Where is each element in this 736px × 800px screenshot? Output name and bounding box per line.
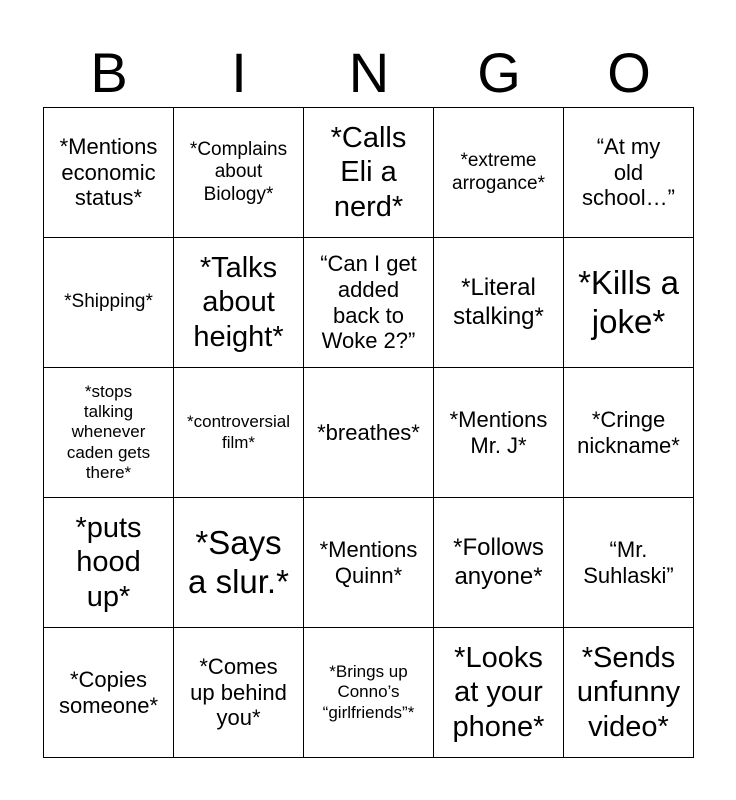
bingo-cell[interactable] [564,498,694,628]
bingo-cell[interactable] [44,238,174,368]
cell-text: *Looks at your phone* [452,642,545,743]
header-letter-o: O [607,41,651,104]
cell-text: *Literal stalking* [453,274,544,330]
cell-text: *Kills a joke* [578,263,679,340]
cell-text: “Can I get added back to Woke 2?” [320,250,417,354]
cell-text: *stops talking whenever caden gets there* [66,382,151,482]
bingo-cell[interactable] [434,368,564,498]
cell-text: *Comes up behind you* [190,653,287,731]
bingo-cell[interactable] [304,628,434,758]
header-letter-g: G [477,41,521,104]
bingo-cell[interactable] [174,498,304,628]
cell-text: *Complains about Biology* [189,138,288,205]
cell-text: *Cringe nickname* [577,406,680,458]
bingo-cell[interactable] [564,238,694,368]
cell-text: *breathes* [317,419,420,445]
bingo-cell[interactable] [434,238,564,368]
bingo-cell[interactable] [564,108,694,238]
bingo-cell[interactable] [564,368,694,498]
bingo-cell[interactable] [564,628,694,758]
bingo-grid [43,107,694,758]
cell-text: *Says a slur.* [188,523,289,600]
cell-text: *Talks about height* [193,252,284,353]
bingo-cell[interactable] [44,498,174,628]
bingo-cell[interactable] [434,108,564,238]
cell-text: *Sends unfunny video* [576,642,681,743]
bingo-cell[interactable] [44,368,174,498]
cell-text: *Follows anyone* [453,534,544,590]
header-letter-n: N [348,41,390,104]
cell-text: *Calls Eli a nerd* [330,122,407,223]
bingo-cell[interactable] [174,108,304,238]
cell-text: *Mentions Mr. J* [449,406,548,458]
bingo-header [44,38,694,108]
bingo-cell[interactable] [304,238,434,368]
cell-text: *Shipping* [64,291,153,313]
bingo-cell[interactable] [174,628,304,758]
cell-text: *Mentions economic status* [59,133,158,211]
bingo-cell[interactable] [304,368,434,498]
bingo-cell[interactable] [44,108,174,238]
header-letter-i: I [231,41,247,104]
cell-text: *Mentions Quinn* [319,536,418,588]
header-letter-b: B [90,41,128,104]
cell-text: *extreme arrogance* [452,150,545,194]
bingo-cell[interactable] [174,368,304,498]
bingo-cell[interactable] [434,498,564,628]
cell-text: “Mr. Suhlaski” [583,536,674,588]
cell-text: *controversial film* [187,412,290,452]
bingo-cell[interactable] [174,238,304,368]
bingo-cell[interactable] [434,628,564,758]
cell-text: *Copies someone* [58,666,159,718]
cell-text: *puts hood up* [75,512,142,613]
bingo-cell[interactable] [304,108,434,238]
bingo-cell[interactable] [304,498,434,628]
cell-text: *Brings up Conno’s “girlfriends”* [322,662,415,722]
cell-text: “At my old school…” [582,133,675,211]
bingo-cell[interactable] [44,628,174,758]
